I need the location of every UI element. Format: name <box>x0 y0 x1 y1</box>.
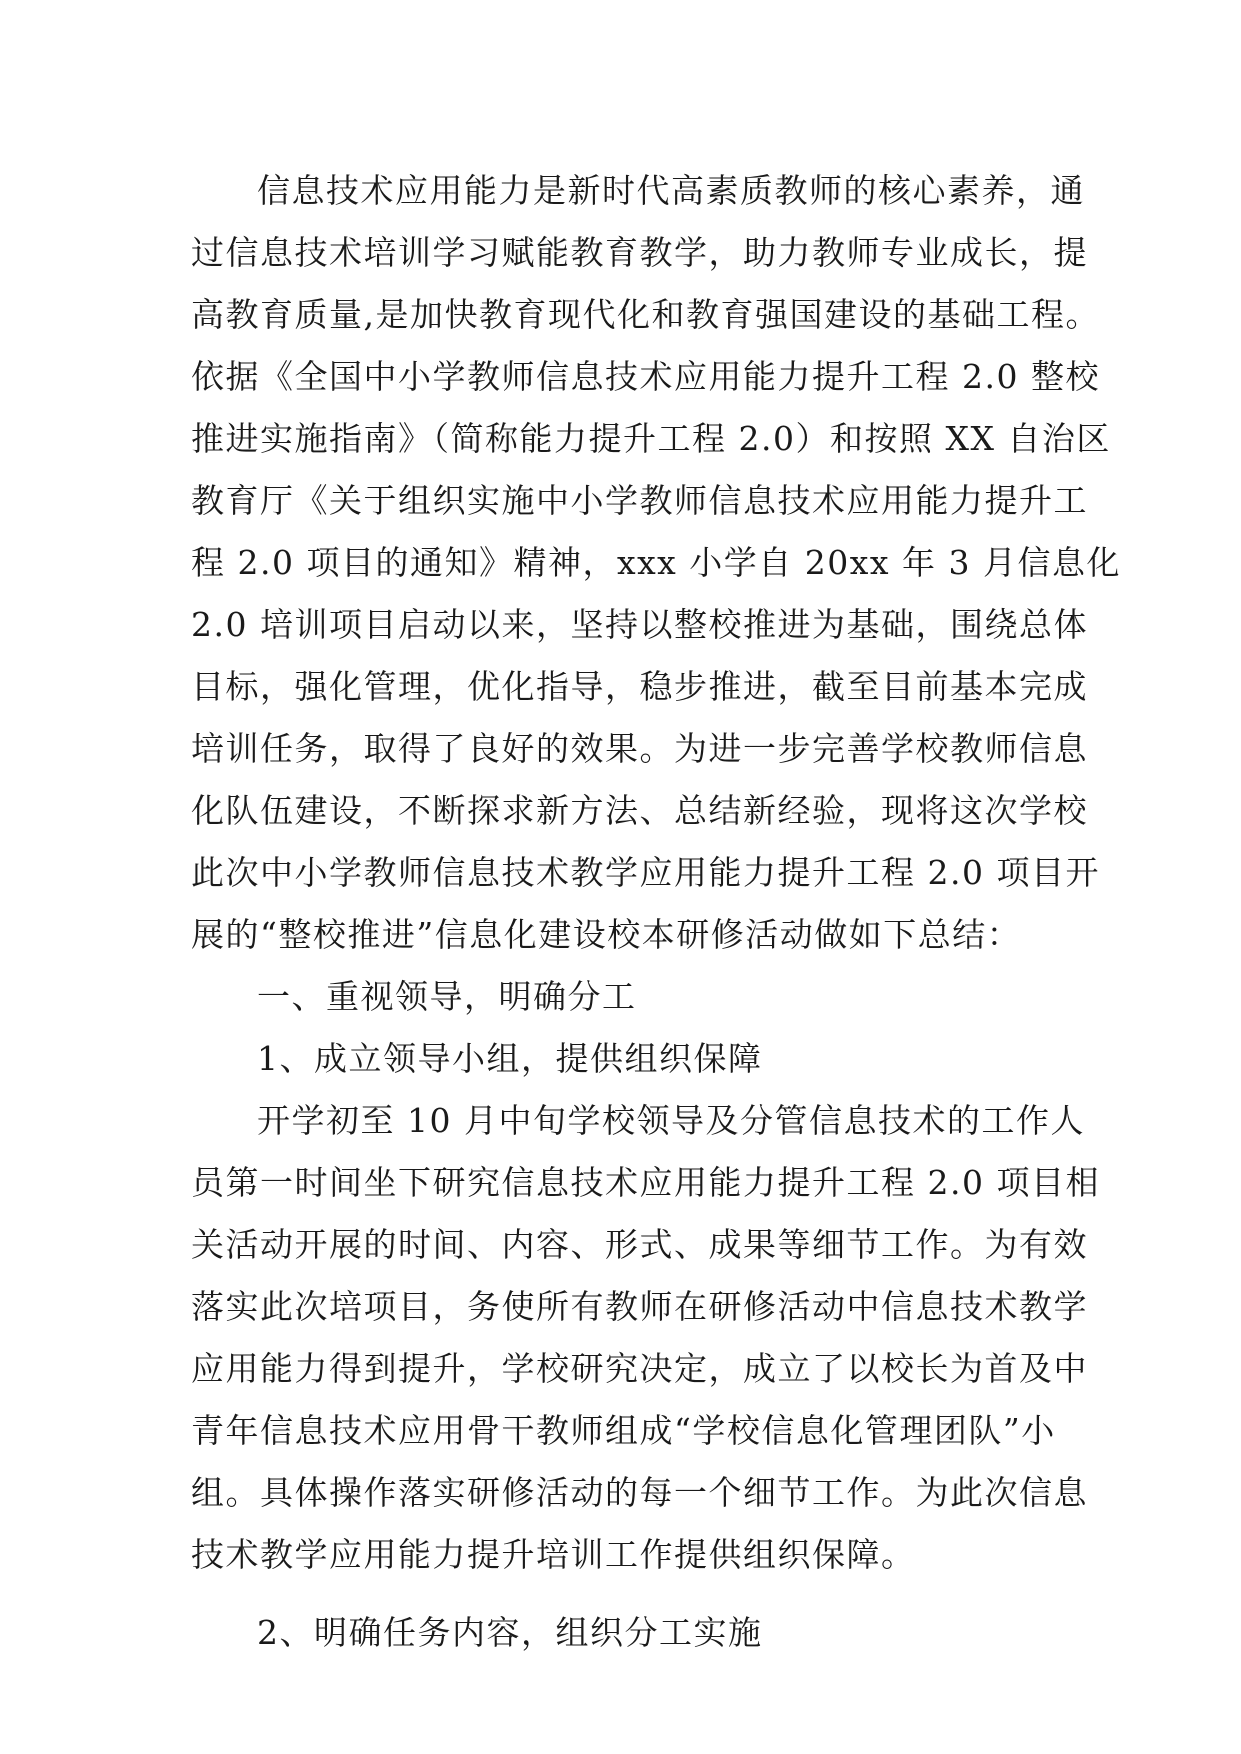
paragraph-line: 依据《全国中小学教师信息技术应用能力提升工程 2.0 整校 <box>191 357 1100 396</box>
paragraph-line: 展的“整校推进”信息化建设校本研修活动做如下总结： <box>191 915 1022 954</box>
paragraph-line: 技术教学应用能力提升培训工作提供组织保障。 <box>191 1535 916 1574</box>
paragraph-line: 程 2.0 项目的通知》精神，xxx 小学自 20xx 年 3 月信息化 <box>191 543 1121 582</box>
paragraph-line: 组。具体操作落实研修活动的每一个细节工作。为此次信息 <box>191 1473 1088 1512</box>
paragraph-line: 应用能力得到提升，学校研究决定，成立了以校长为首及中 <box>191 1349 1088 1388</box>
paragraph-line: 过信息技术培训学习赋能教育教学，助力教师专业成长，提 <box>191 233 1088 272</box>
document-body <box>191 160 1121 1664</box>
paragraph-line: 目标，强化管理，优化指导，稳步推进，截至目前基本完成 <box>191 667 1088 706</box>
paragraph-line: 化队伍建设，不断探求新方法、总结新经验，现将这次学校 <box>191 791 1088 830</box>
paragraph-line: 员第一时间坐下研究信息技术应用能力提升工程 2.0 项目相 <box>191 1163 1100 1202</box>
subsection-heading: 2、明确任务内容，组织分工实施 <box>257 1613 763 1652</box>
paragraph-line: 2.0 培训项目启动以来，坚持以整校推进为基础，围绕总体 <box>191 605 1088 644</box>
paragraph-line: 高教育质量,是加快教育现代化和教育强国建设的基础工程。 <box>191 295 1100 334</box>
section-heading: 一、重视领导，明确分工 <box>257 977 637 1016</box>
paragraph-line: 青年信息技术应用骨干教师组成“学校信息化管理团队”小 <box>191 1411 1056 1450</box>
paragraph-line: 信息技术应用能力是新时代高素质教师的核心素养，通 <box>257 171 1085 210</box>
paragraph-line: 此次中小学教师信息技术教学应用能力提升工程 2.0 项目开 <box>191 853 1100 892</box>
paragraph-line: 教育厅《关于组织实施中小学教师信息技术应用能力提升工 <box>191 481 1088 520</box>
paragraph-line: 落实此次培项目，务使所有教师在研修活动中信息技术教学 <box>191 1287 1088 1326</box>
paragraph-line: 培训任务，取得了良好的效果。为进一步完善学校教师信息 <box>191 729 1088 768</box>
subsection-heading: 1、成立领导小组，提供组织保障 <box>257 1039 763 1078</box>
paragraph-line: 关活动开展的时间、内容、形式、成果等细节工作。为有效 <box>191 1225 1088 1264</box>
paragraph-line: 推进实施指南》（简称能力提升工程 2.0）和按照 XX 自治区 <box>191 419 1111 458</box>
paragraph-line: 开学初至 10 月中旬学校领导及分管信息技术的工作人 <box>257 1101 1085 1140</box>
